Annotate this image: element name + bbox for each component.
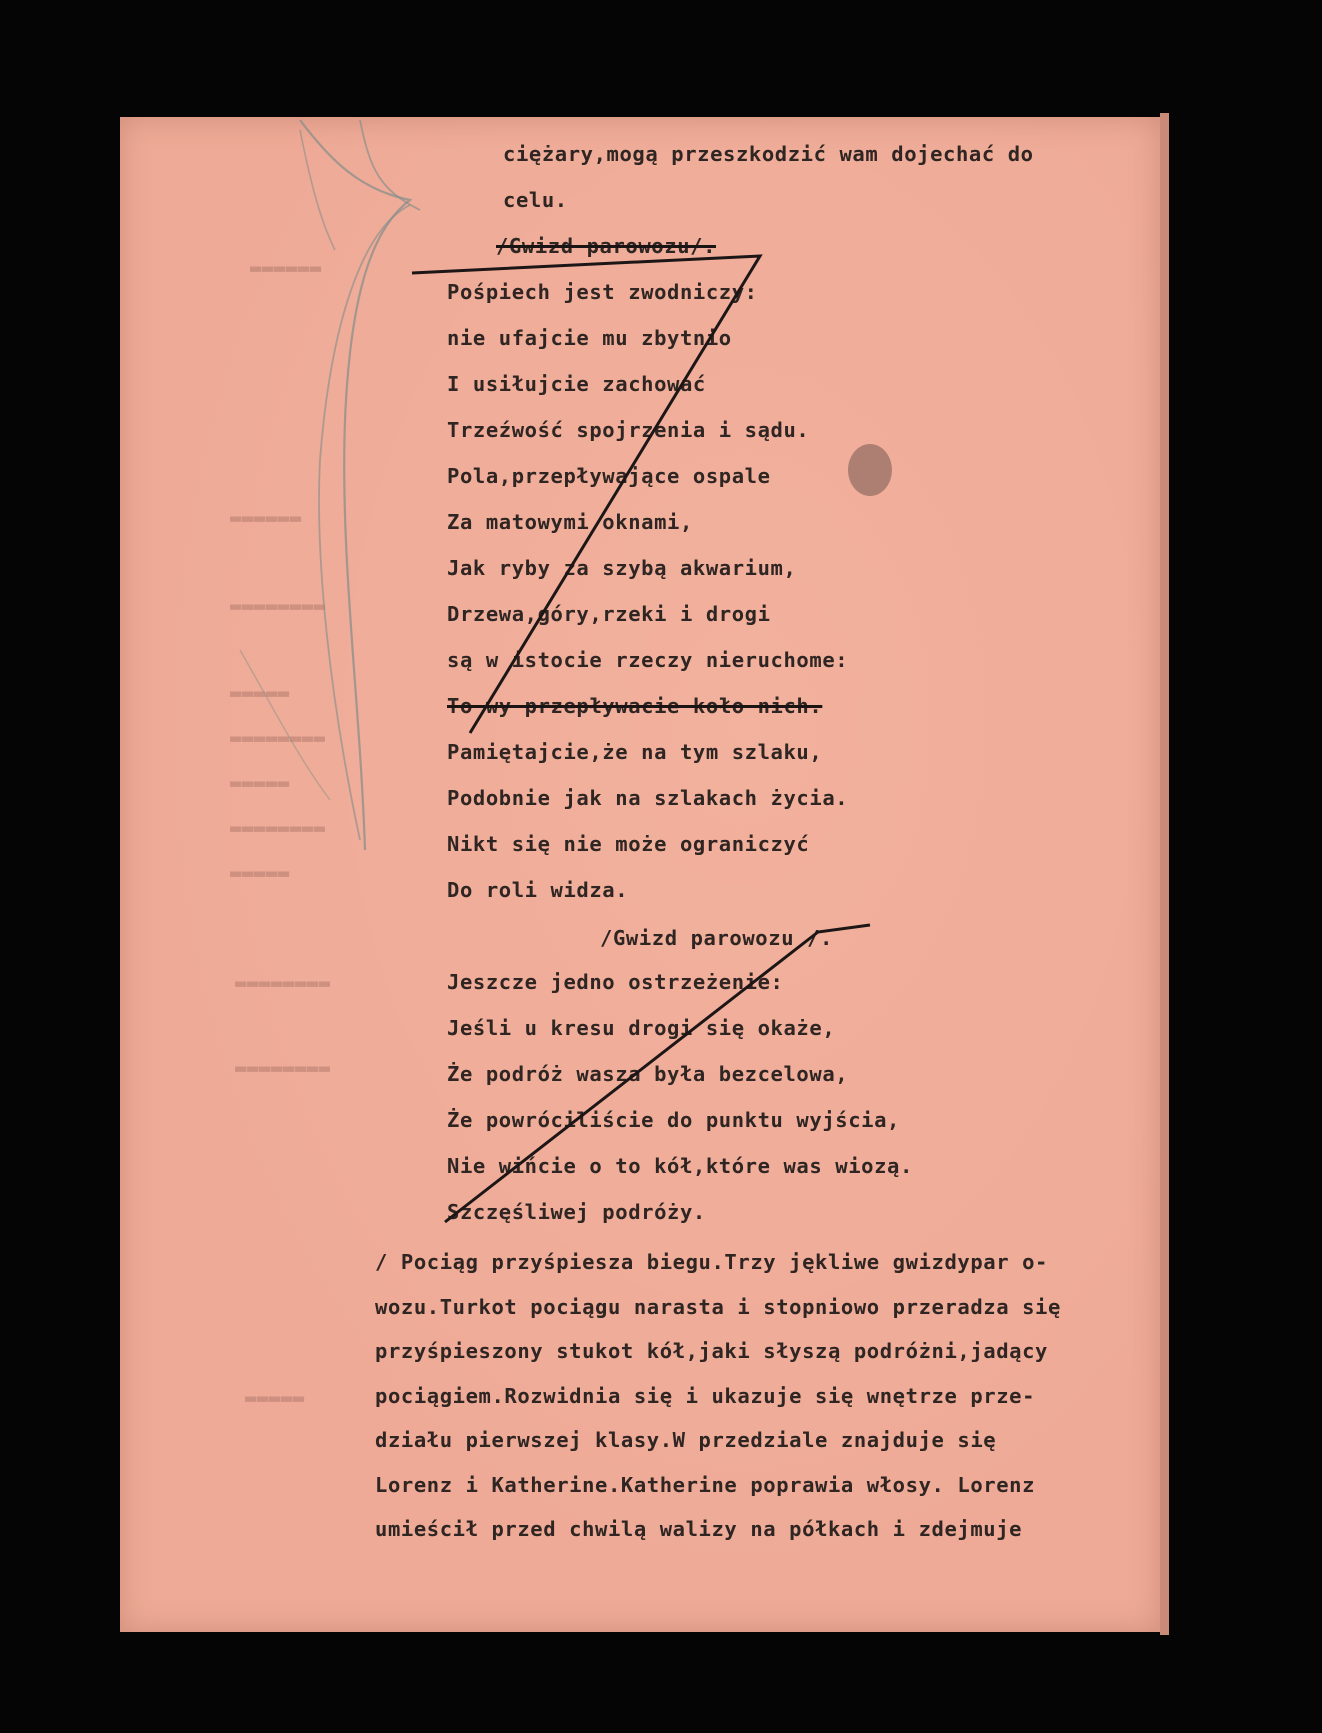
show-through-text: ▬▬▬▬▬▬▬▬ xyxy=(230,595,326,617)
verse-line: Jeszcze jedno ostrzeżenie: xyxy=(447,970,784,994)
verse-line: ciężary,mogą przeszkodzić wam dojechać do xyxy=(503,142,1034,166)
show-through-text: ▬▬▬▬▬▬ xyxy=(230,507,302,529)
prose-line: przyśpieszony stukot kół,jaki słyszą podróżni,jadący xyxy=(375,1339,1048,1363)
verse-line: nie ufajcie mu zbytnio xyxy=(447,326,732,350)
show-through-text: ▬▬▬▬▬▬▬▬ xyxy=(230,817,326,839)
verse-line: I usiłujcie zachować xyxy=(447,372,706,396)
show-through-text: ▬▬▬▬▬ xyxy=(230,772,290,794)
show-through-text: ▬▬▬▬▬▬ xyxy=(250,257,322,279)
verse-line: Że podróż wasza była bezcelowa, xyxy=(447,1062,849,1086)
show-through-text: ▬▬▬▬▬▬▬▬ xyxy=(230,727,326,749)
show-through-text: ▬▬▬▬▬ xyxy=(230,682,290,704)
verse-line: Że powróciliście do punktu wyjścia, xyxy=(447,1108,900,1132)
verse-line: Drzewa,góry,rzeki i drogi xyxy=(447,602,771,626)
verse-line: Podobnie jak na szlakach życia. xyxy=(447,786,849,810)
verse-line: To wy przepływacie koło nich. xyxy=(447,694,823,718)
prose-line: wozu.Turkot pociągu narasta i stopniowo przeradza się xyxy=(375,1294,1061,1319)
prose-line: pociągiem.Rozwidnia się i ukazuje się wnętrze prze- xyxy=(375,1383,1036,1408)
show-through-text: ▬▬▬▬▬ xyxy=(245,1387,305,1409)
verse-line: celu. xyxy=(503,188,568,212)
verse-line: Jak ryby za szybą akwarium, xyxy=(447,556,797,580)
verse-line: Za matowymi oknami, xyxy=(447,510,693,534)
verse-line: Nie wińcie o to kół,które was wiozą. xyxy=(447,1154,913,1178)
verse-line: Nikt się nie może ograniczyć xyxy=(447,832,810,856)
prose-line: działu pierwszej klasy.W przedziale znajduje się xyxy=(375,1428,997,1452)
verse-line: Pośpiech jest zwodniczy: xyxy=(447,280,758,304)
verse-line: Pola,przepływające ospale xyxy=(447,464,771,488)
page-edge xyxy=(1160,113,1169,1635)
stage-direction: /Gwizd parowozu /. xyxy=(600,926,833,950)
verse-line: Jeśli u kresu drogi się okaże, xyxy=(447,1016,836,1040)
verse-line: Do roli widza. xyxy=(447,878,629,902)
verse-line: są w istocie rzeczy nieruchome: xyxy=(447,648,849,672)
show-through-text: ▬▬▬▬▬ xyxy=(230,862,290,884)
verse-line: Trzeźwość spojrzenia i sądu. xyxy=(447,418,810,442)
verse-line: Szczęśliwej podróży. xyxy=(447,1200,706,1224)
prose-line: / Pociąg przyśpiesza biegu.Trzy jękliwe gwizdypar o- xyxy=(375,1250,1048,1274)
verse-line: Pamiętajcie,że na tym szlaku, xyxy=(447,740,823,764)
prose-line: Lorenz i Katherine.Katherine poprawia włosy. Lorenz xyxy=(375,1472,1036,1497)
prose-line: umieścił przed chwilą walizy na półkach i zdejmuje xyxy=(375,1517,1023,1541)
show-through-text: ▬▬▬▬▬▬▬▬ xyxy=(235,972,331,994)
verse-line: /Gwizd parowozu/. xyxy=(496,234,717,258)
show-through-text: ▬▬▬▬▬▬▬▬ xyxy=(235,1057,331,1079)
